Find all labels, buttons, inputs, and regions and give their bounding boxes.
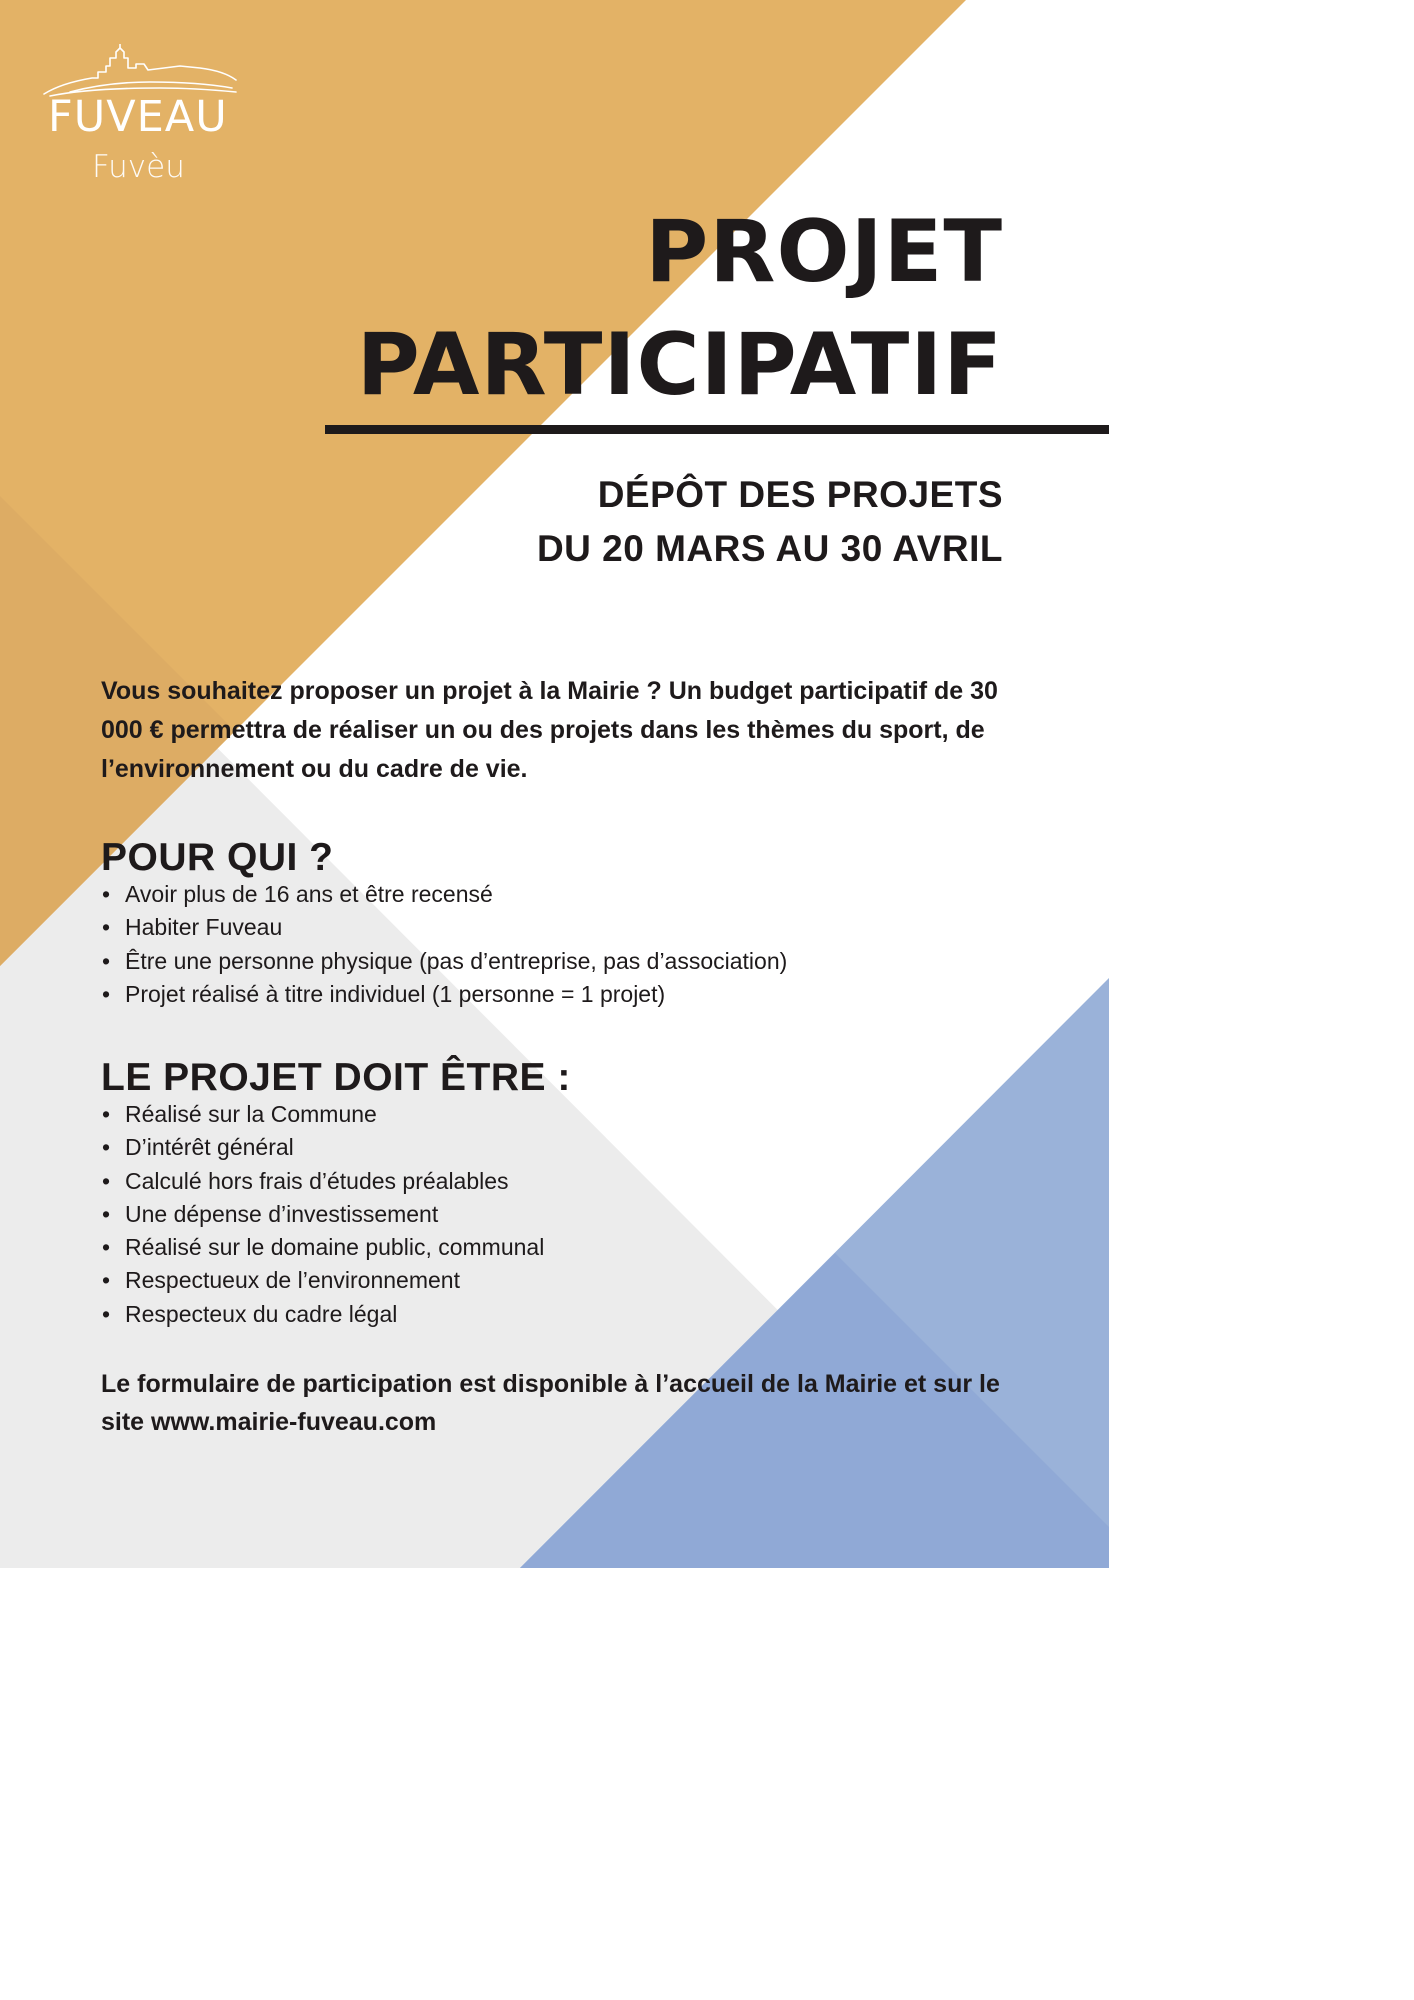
list-item: • Respecteux du cadre légal (102, 1298, 544, 1331)
list-item: • Respectueux de l’environnement (102, 1264, 544, 1297)
fuveau-logo (40, 44, 250, 194)
list-item: • Projet réalisé à titre individuel (1 personne = 1 projet) (102, 978, 787, 1011)
dates-line-2: DU 20 MARS AU 30 AVRIL (536, 528, 1003, 569)
list-item: • Être une personne physique (pas d’entreprise, pas d’association) (102, 945, 787, 978)
page-title (357, 196, 1003, 422)
submission-dates (537, 468, 1003, 576)
intro-paragraph: Vous souhaitez proposer un projet à la Mairie ? Un budget participatif de 30 000 € permettra de réaliser un ou des projets dans les thèmes du sport, de l’environnement ou du cadre de vie. (101, 677, 998, 783)
list-item: • Réalisé sur la Commune (102, 1098, 544, 1131)
requirements-list (102, 1098, 544, 1331)
list-item: • Avoir plus de 16 ans et être recensé (102, 878, 787, 911)
logo-name: FUVEAU (48, 92, 228, 142)
list-item: • Une dépense d’investissement (102, 1198, 544, 1231)
dates-line-1: DÉPÔT DES PROJETS (597, 474, 1003, 515)
list-item: • Calculé hors frais d’études préalables (102, 1165, 544, 1198)
logo-subtitle: Fuvèu (92, 149, 185, 185)
title-line-2: PARTICIPATIF (356, 315, 1003, 415)
footer-note: Le formulaire de participation est disponible à l’accueil de la Mairie et sur le site www.mairie-fuveau.com (101, 1370, 1000, 1436)
who-list (102, 878, 787, 1011)
title-line-1: PROJET (645, 202, 1003, 302)
list-item: • Réalisé sur le domaine public, communal (102, 1231, 544, 1264)
who-heading: POUR QUI ? (101, 836, 334, 879)
list-item: • Habiter Fuveau (102, 911, 787, 944)
village-skyline-icon (40, 44, 240, 99)
list-item: • D’intérêt général (102, 1131, 544, 1164)
title-divider (325, 425, 1109, 434)
requirements-heading: LE PROJET DOIT ÊTRE : (101, 1056, 571, 1099)
